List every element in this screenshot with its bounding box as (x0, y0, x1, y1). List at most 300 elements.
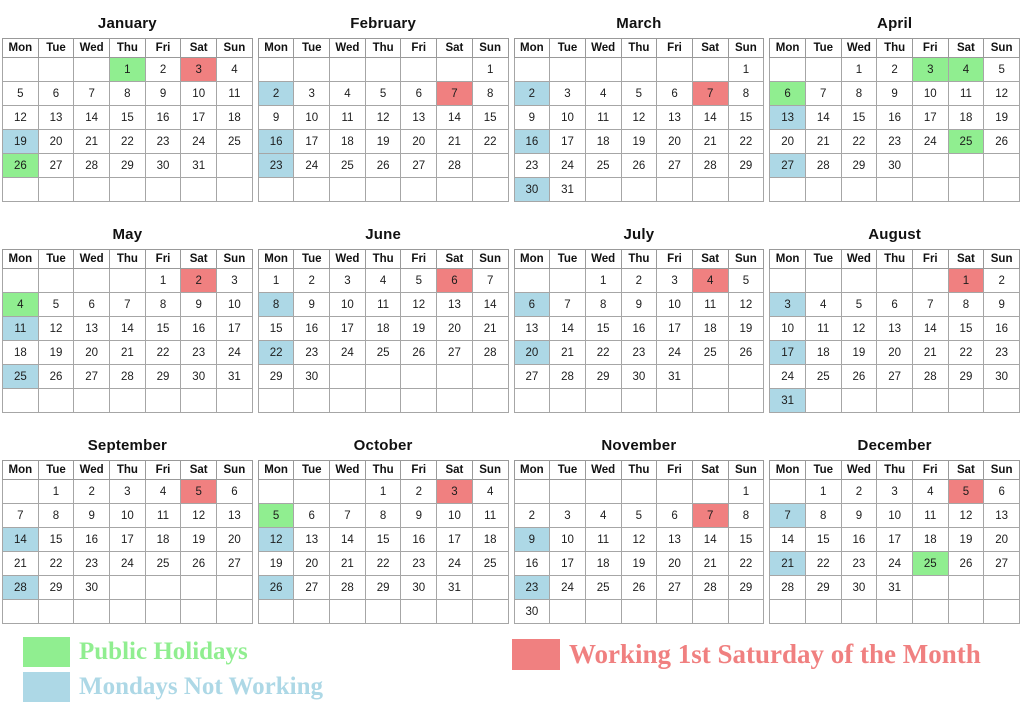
day-cell: 31 (437, 576, 473, 600)
day-cell: 12 (3, 106, 39, 130)
day-cell: 5 (621, 82, 657, 106)
day-cell: 15 (948, 317, 984, 341)
weekday-header: Thu (365, 39, 401, 58)
month-title: March (616, 14, 662, 32)
day-cell: 21 (3, 552, 39, 576)
day-cell: 22 (258, 341, 294, 365)
day-cell: 2 (258, 82, 294, 106)
month-april (769, 8, 1020, 202)
day-cell: 26 (841, 365, 877, 389)
day-cell: 4 (365, 269, 401, 293)
weekday-header: Sat (948, 250, 984, 269)
day-cell: 6 (294, 504, 330, 528)
day-cell: 26 (948, 552, 984, 576)
day-cell: 10 (437, 504, 473, 528)
day-cell: 3 (550, 504, 586, 528)
day-cell: 9 (877, 82, 913, 106)
weekday-header: Tue (805, 461, 841, 480)
day-cell: 2 (401, 480, 437, 504)
day-cell: 12 (38, 317, 74, 341)
weekday-header: Sat (437, 39, 473, 58)
day-cell: 25 (692, 341, 728, 365)
day-cell: 1 (110, 58, 146, 82)
empty-cell (110, 389, 146, 413)
working-first-saturday-label: Working 1st Saturday of the Month (569, 639, 981, 669)
weekday-header: Sat (948, 461, 984, 480)
empty-cell (912, 576, 948, 600)
day-cell: 13 (401, 106, 437, 130)
day-cell: 14 (472, 293, 508, 317)
day-cell: 15 (145, 317, 181, 341)
weekday-header: Fri (401, 39, 437, 58)
empty-cell (401, 600, 437, 624)
day-cell: 12 (181, 504, 217, 528)
weekday-header: Tue (550, 39, 586, 58)
day-cell: 27 (294, 576, 330, 600)
weekday-header: Tue (38, 250, 74, 269)
day-cell: 7 (770, 504, 806, 528)
day-cell: 1 (841, 58, 877, 82)
empty-cell (657, 600, 693, 624)
empty-cell (692, 600, 728, 624)
weekday-header: Sat (181, 461, 217, 480)
day-cell: 25 (912, 552, 948, 576)
day-cell: 24 (181, 130, 217, 154)
empty-cell (984, 600, 1020, 624)
day-cell: 13 (770, 106, 806, 130)
mondays-not-working-label: Mondays Not Working (79, 673, 324, 700)
weekday-header: Wed (74, 250, 110, 269)
empty-cell (621, 58, 657, 82)
month-title: October (353, 436, 413, 454)
day-cell: 8 (841, 82, 877, 106)
empty-cell (472, 154, 508, 178)
day-cell: 13 (657, 106, 693, 130)
weekday-header: Mon (258, 250, 294, 269)
weekday-header: Sat (692, 39, 728, 58)
day-cell: 21 (437, 130, 473, 154)
month-table (514, 249, 765, 413)
working-first-saturday-swatch (512, 639, 560, 670)
weekday-header: Sat (692, 250, 728, 269)
day-cell: 31 (657, 365, 693, 389)
weekday-header: Thu (110, 461, 146, 480)
day-cell: 10 (657, 293, 693, 317)
day-cell: 1 (365, 480, 401, 504)
day-cell: 9 (514, 528, 550, 552)
weekday-header: Sun (472, 461, 508, 480)
day-cell: 28 (770, 576, 806, 600)
empty-cell (401, 178, 437, 202)
day-cell: 24 (437, 552, 473, 576)
day-cell: 5 (258, 504, 294, 528)
empty-cell (145, 178, 181, 202)
day-cell: 11 (365, 293, 401, 317)
month-september (2, 430, 253, 624)
empty-cell (145, 389, 181, 413)
day-cell: 7 (912, 293, 948, 317)
day-cell: 22 (585, 341, 621, 365)
weekday-header: Wed (330, 250, 366, 269)
day-cell: 2 (514, 82, 550, 106)
day-cell: 9 (145, 82, 181, 106)
empty-cell (437, 58, 473, 82)
day-cell: 22 (805, 552, 841, 576)
day-cell: 5 (621, 504, 657, 528)
day-cell: 9 (984, 293, 1020, 317)
empty-cell (365, 389, 401, 413)
day-cell: 1 (805, 480, 841, 504)
day-cell: 14 (330, 528, 366, 552)
day-cell: 16 (621, 317, 657, 341)
empty-cell (770, 480, 806, 504)
day-cell: 29 (365, 576, 401, 600)
day-cell: 26 (401, 341, 437, 365)
empty-cell (728, 178, 764, 202)
day-cell: 6 (514, 293, 550, 317)
day-cell: 12 (841, 317, 877, 341)
empty-cell (330, 58, 366, 82)
day-cell: 10 (550, 528, 586, 552)
mondays-not-working-swatch (23, 672, 70, 702)
day-cell: 4 (217, 58, 253, 82)
month-title: July (623, 225, 655, 243)
day-cell: 25 (3, 365, 39, 389)
day-cell: 20 (877, 341, 913, 365)
day-cell: 7 (437, 82, 473, 106)
day-cell: 18 (365, 317, 401, 341)
weekday-header: Thu (621, 250, 657, 269)
day-cell: 3 (294, 82, 330, 106)
day-cell: 19 (3, 130, 39, 154)
day-cell: 18 (217, 106, 253, 130)
weekday-header: Tue (550, 461, 586, 480)
day-cell: 16 (294, 317, 330, 341)
empty-cell (912, 269, 948, 293)
day-cell: 21 (74, 130, 110, 154)
month-table (2, 38, 253, 202)
day-cell: 6 (217, 480, 253, 504)
day-cell: 28 (472, 341, 508, 365)
day-cell: 30 (877, 154, 913, 178)
weekday-header: Mon (258, 461, 294, 480)
day-cell: 10 (330, 293, 366, 317)
legend-right-group (512, 639, 981, 670)
month-march (514, 8, 765, 202)
day-cell: 10 (181, 82, 217, 106)
day-cell: 24 (912, 130, 948, 154)
empty-cell (258, 58, 294, 82)
month-december (769, 430, 1020, 624)
weekday-header: Mon (3, 461, 39, 480)
month-november (514, 430, 765, 624)
day-cell: 30 (621, 365, 657, 389)
day-cell: 20 (74, 341, 110, 365)
day-cell: 15 (258, 317, 294, 341)
day-cell: 17 (550, 552, 586, 576)
day-cell: 7 (692, 504, 728, 528)
day-cell: 2 (877, 58, 913, 82)
empty-cell (472, 576, 508, 600)
empty-cell (3, 269, 39, 293)
day-cell: 19 (258, 552, 294, 576)
day-cell: 1 (38, 480, 74, 504)
day-cell: 18 (948, 106, 984, 130)
weekday-header: Sun (217, 250, 253, 269)
day-cell: 18 (585, 552, 621, 576)
month-july (514, 219, 765, 413)
day-cell: 14 (770, 528, 806, 552)
empty-cell (38, 600, 74, 624)
day-cell: 2 (145, 58, 181, 82)
day-cell: 23 (841, 552, 877, 576)
day-cell: 8 (948, 293, 984, 317)
empty-cell (217, 600, 253, 624)
weekday-header: Tue (294, 461, 330, 480)
weekday-header: Sat (948, 39, 984, 58)
day-cell: 30 (514, 600, 550, 624)
day-cell: 24 (770, 365, 806, 389)
day-cell: 1 (728, 58, 764, 82)
day-cell: 28 (692, 576, 728, 600)
weekday-header: Tue (38, 39, 74, 58)
day-cell: 2 (74, 480, 110, 504)
weekday-header: Wed (330, 39, 366, 58)
weekday-header: Fri (912, 461, 948, 480)
day-cell: 24 (294, 154, 330, 178)
weekday-header: Tue (38, 461, 74, 480)
day-cell: 9 (401, 504, 437, 528)
empty-cell (514, 58, 550, 82)
day-cell: 14 (74, 106, 110, 130)
empty-cell (550, 600, 586, 624)
weekday-header: Fri (401, 250, 437, 269)
empty-cell (841, 389, 877, 413)
day-cell: 22 (728, 552, 764, 576)
day-cell: 19 (948, 528, 984, 552)
day-cell: 6 (657, 82, 693, 106)
day-cell: 17 (770, 341, 806, 365)
day-cell: 4 (912, 480, 948, 504)
day-cell: 22 (38, 552, 74, 576)
day-cell: 28 (3, 576, 39, 600)
day-cell: 8 (145, 293, 181, 317)
empty-cell (330, 178, 366, 202)
month-table (258, 460, 509, 624)
day-cell: 13 (38, 106, 74, 130)
weekday-header: Fri (145, 39, 181, 58)
weekday-header: Wed (585, 250, 621, 269)
day-cell: 30 (401, 576, 437, 600)
empty-cell (217, 154, 253, 178)
day-cell: 23 (181, 341, 217, 365)
day-cell: 11 (585, 106, 621, 130)
day-cell: 24 (550, 154, 586, 178)
day-cell: 9 (258, 106, 294, 130)
day-cell: 23 (258, 154, 294, 178)
empty-cell (805, 389, 841, 413)
day-cell: 19 (621, 130, 657, 154)
month-title: January (97, 14, 157, 32)
day-cell: 1 (728, 480, 764, 504)
day-cell: 16 (181, 317, 217, 341)
weekday-header: Tue (294, 39, 330, 58)
empty-cell (692, 58, 728, 82)
day-cell: 26 (621, 154, 657, 178)
weekday-header: Thu (877, 39, 913, 58)
day-cell: 6 (401, 82, 437, 106)
empty-cell (550, 389, 586, 413)
day-cell: 18 (472, 528, 508, 552)
day-cell: 28 (912, 365, 948, 389)
day-cell: 1 (585, 269, 621, 293)
empty-cell (258, 389, 294, 413)
empty-cell (585, 600, 621, 624)
empty-cell (948, 389, 984, 413)
empty-cell (841, 178, 877, 202)
day-cell: 15 (472, 106, 508, 130)
day-cell: 8 (728, 504, 764, 528)
day-cell: 11 (3, 317, 39, 341)
day-cell: 19 (841, 341, 877, 365)
empty-cell (38, 389, 74, 413)
weekday-header: Sun (984, 250, 1020, 269)
day-cell: 31 (181, 154, 217, 178)
day-cell: 25 (948, 130, 984, 154)
day-cell: 10 (294, 106, 330, 130)
empty-cell (74, 600, 110, 624)
day-cell: 26 (621, 576, 657, 600)
day-cell: 21 (692, 130, 728, 154)
public-holidays-swatch (23, 637, 70, 667)
weekday-header: Wed (74, 461, 110, 480)
empty-cell (948, 178, 984, 202)
month-february (258, 8, 509, 202)
day-cell: 5 (3, 82, 39, 106)
day-cell: 3 (110, 480, 146, 504)
day-cell: 10 (217, 293, 253, 317)
empty-cell (770, 178, 806, 202)
day-cell: 21 (472, 317, 508, 341)
day-cell: 3 (181, 58, 217, 82)
day-cell: 21 (805, 130, 841, 154)
day-cell: 27 (877, 365, 913, 389)
empty-cell (621, 178, 657, 202)
day-cell: 8 (728, 82, 764, 106)
empty-cell (110, 178, 146, 202)
day-cell: 15 (841, 106, 877, 130)
month-table (769, 38, 1020, 202)
month-table (514, 460, 765, 624)
day-cell: 4 (330, 82, 366, 106)
day-cell: 19 (181, 528, 217, 552)
empty-cell (514, 269, 550, 293)
day-cell: 31 (550, 178, 586, 202)
day-cell: 8 (585, 293, 621, 317)
day-cell: 2 (514, 504, 550, 528)
day-cell: 17 (657, 317, 693, 341)
month-october (258, 430, 509, 624)
day-cell: 27 (38, 154, 74, 178)
day-cell: 12 (621, 528, 657, 552)
day-cell: 31 (877, 576, 913, 600)
empty-cell (437, 600, 473, 624)
day-cell: 12 (401, 293, 437, 317)
day-cell: 16 (258, 130, 294, 154)
day-cell: 4 (692, 269, 728, 293)
day-cell: 8 (110, 82, 146, 106)
day-cell: 23 (514, 576, 550, 600)
empty-cell (3, 389, 39, 413)
day-cell: 28 (330, 576, 366, 600)
day-cell: 24 (330, 341, 366, 365)
weekday-header: Mon (514, 461, 550, 480)
day-cell: 4 (948, 58, 984, 82)
day-cell: 17 (330, 317, 366, 341)
weekday-header: Mon (3, 250, 39, 269)
empty-cell (621, 600, 657, 624)
empty-cell (401, 389, 437, 413)
day-cell: 26 (984, 130, 1020, 154)
empty-cell (805, 269, 841, 293)
empty-cell (294, 600, 330, 624)
day-cell: 11 (692, 293, 728, 317)
day-cell: 3 (217, 269, 253, 293)
day-cell: 29 (948, 365, 984, 389)
empty-cell (74, 389, 110, 413)
day-cell: 27 (217, 552, 253, 576)
day-cell: 5 (728, 269, 764, 293)
day-cell: 21 (770, 552, 806, 576)
month-june (258, 219, 509, 413)
weekday-header: Sun (217, 461, 253, 480)
day-cell: 4 (585, 82, 621, 106)
weekday-header: Sat (181, 39, 217, 58)
empty-cell (365, 58, 401, 82)
empty-cell (621, 389, 657, 413)
day-cell: 16 (145, 106, 181, 130)
weekday-header: Sat (437, 461, 473, 480)
day-cell: 17 (877, 528, 913, 552)
empty-cell (948, 576, 984, 600)
day-cell: 7 (110, 293, 146, 317)
day-cell: 22 (728, 130, 764, 154)
legend-item-mondays-not-working (23, 672, 323, 702)
month-table (258, 38, 509, 202)
day-cell: 27 (984, 552, 1020, 576)
day-cell: 30 (841, 576, 877, 600)
day-cell: 6 (38, 82, 74, 106)
empty-cell (841, 600, 877, 624)
empty-cell (38, 178, 74, 202)
day-cell: 21 (550, 341, 586, 365)
day-cell: 29 (145, 365, 181, 389)
weekday-header: Mon (770, 39, 806, 58)
empty-cell (912, 178, 948, 202)
empty-cell (877, 178, 913, 202)
day-cell: 21 (692, 552, 728, 576)
weekday-header: Thu (365, 250, 401, 269)
empty-cell (728, 365, 764, 389)
empty-cell (877, 269, 913, 293)
day-cell: 13 (217, 504, 253, 528)
empty-cell (948, 600, 984, 624)
day-cell: 18 (585, 130, 621, 154)
empty-cell (145, 576, 181, 600)
day-cell: 13 (437, 293, 473, 317)
day-cell: 11 (330, 106, 366, 130)
weekday-header: Thu (877, 461, 913, 480)
